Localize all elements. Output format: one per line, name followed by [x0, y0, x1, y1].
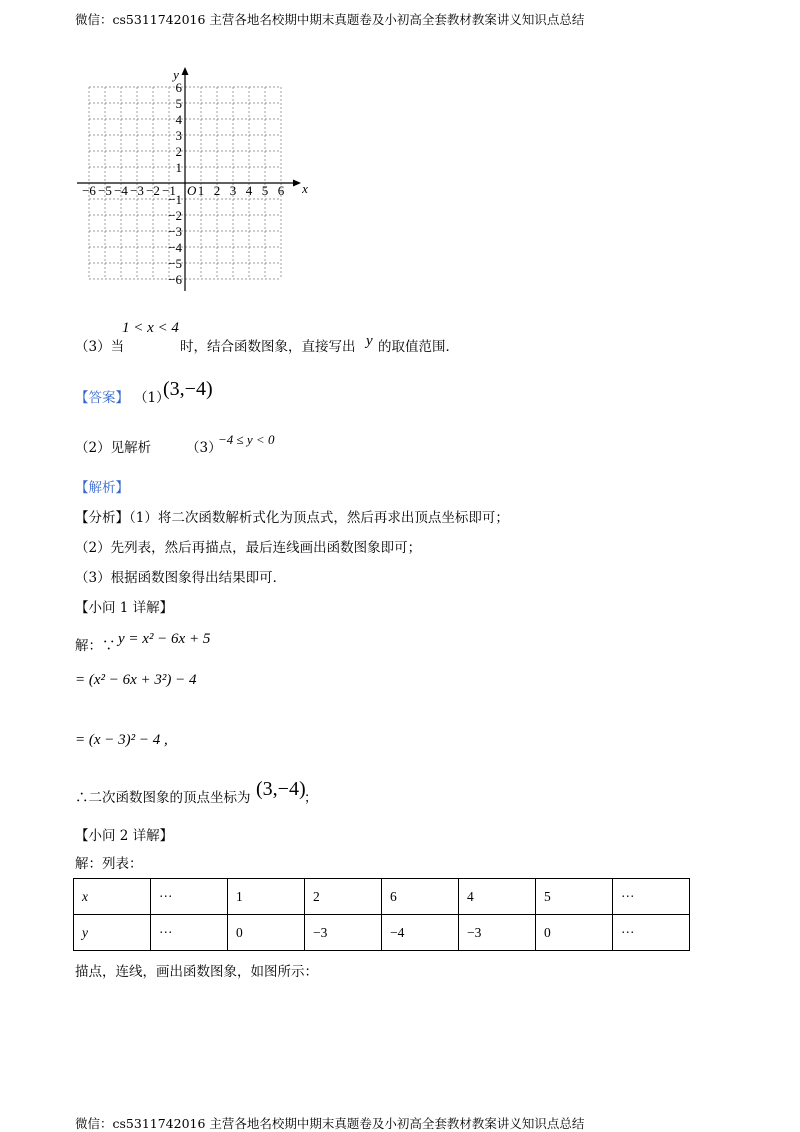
question-3-suffix-b: 的取值范围． [378, 339, 459, 355]
sub1-conclusion-prefix: ∴二次函数图象的顶点坐标为 [75, 790, 251, 806]
x-tick-label: 1 [197, 183, 205, 198]
question-3-prefix: （3）当 [75, 339, 125, 355]
value-table [73, 878, 690, 951]
table-cell: ··· [151, 915, 228, 951]
y-tick-label: 1 [175, 160, 182, 175]
table-cell: y [74, 915, 151, 951]
page-footer: 微信：cs5311742016 主营各地名校期中期末真题卷及小初高全套教材教案讲义知识点总结 [75, 1116, 585, 1131]
table-cell: ··· [613, 915, 690, 951]
table-cell: ··· [151, 879, 228, 915]
analysis-line-2: （2）先列表，然后再描点，最后连线画出函数图象即可； [75, 540, 422, 556]
y-tick-label: −2 [168, 208, 182, 223]
answer-part-1-value: (3,−4) [163, 378, 213, 400]
y-tick-label: −5 [168, 256, 182, 271]
x-tick-label: −4 [114, 183, 128, 198]
answer-part-2: （2）见解析 [75, 440, 152, 456]
y-tick-label: 5 [175, 96, 182, 111]
x-tick-label: 3 [229, 183, 237, 198]
sub2-after-table: 描点，连线，画出函数图象，如图所示： [75, 964, 318, 980]
analysis-line-1: 【分析】（1）将二次函数解析式化为顶点式，然后再求出顶点坐标即可； [75, 510, 509, 526]
sub1-title: 【小问 1 详解】 [75, 600, 174, 616]
sub1-equation-2: = (x² − 6x + 3²) − 4 [75, 672, 197, 688]
answer-part-3-label: （3） [186, 440, 222, 456]
question-3-suffix-a: 时，结合函数图象，直接写出 [180, 339, 356, 355]
x-axis-arrow [293, 180, 301, 187]
x-tick-label: 2 [213, 183, 221, 198]
y-tick-label: 4 [175, 112, 182, 127]
table-cell: 5 [536, 879, 613, 915]
sub1-solution-prefix: 解：∵ [75, 638, 116, 654]
y-tick-label: 6 [175, 80, 182, 95]
table-cell: 2 [305, 879, 382, 915]
x-tick-label: −2 [146, 183, 160, 198]
tick-labels [82, 67, 308, 287]
y-tick-label: −4 [168, 240, 182, 255]
table-cell: 1 [228, 879, 305, 915]
x-tick-label: −3 [130, 183, 144, 198]
table-cell: −3 [305, 915, 382, 951]
origin-label: O [187, 183, 197, 198]
x-tick-label: 6 [277, 183, 285, 198]
sub1-equation-1: y = x² − 6x + 5 [118, 631, 211, 647]
sub2-title: 【小问 2 详解】 [75, 828, 174, 844]
y-tick-label: −1 [168, 192, 182, 207]
sub1-conclusion-value: (3,−4) [256, 778, 306, 800]
analysis-label: 【解析】 [75, 480, 129, 496]
table-cell: 6 [382, 879, 459, 915]
y-tick-label: 2 [175, 144, 182, 159]
y-tick-label: 3 [175, 128, 182, 143]
table-cell: ··· [613, 879, 690, 915]
x-tick-label: −5 [98, 183, 112, 198]
sub2-intro: 解：列表： [75, 856, 143, 872]
answer-part-1-label: （1） [134, 390, 170, 406]
x-tick-label: 5 [261, 183, 269, 198]
sub1-conclusion-suffix: ； [304, 790, 318, 806]
table-cell: 0 [228, 915, 305, 951]
y-axis-arrow [182, 67, 189, 75]
table-cell: x [74, 879, 151, 915]
table-cell: 0 [536, 915, 613, 951]
page-header: 微信：cs5311742016 主营各地名校期中期末真题卷及小初高全套教材教案讲义知识点总结 [75, 12, 585, 27]
analysis-line-3: （3）根据函数图象得出结果即可． [75, 570, 287, 586]
answer-part-3-value: −4 ≤ y < 0 [218, 432, 275, 447]
axes [77, 67, 301, 291]
table-cell: 4 [459, 879, 536, 915]
table-row-y [74, 915, 690, 951]
x-tick-label: 4 [245, 183, 253, 198]
x-axis-label: x [302, 181, 308, 196]
y-tick-label: −6 [168, 272, 182, 287]
table-cell: −3 [459, 915, 536, 951]
y-tick-label: −3 [168, 224, 182, 239]
coordinate-grid [68, 60, 308, 300]
x-tick-label: −1 [162, 183, 176, 198]
answer-label: 【答案】 [75, 390, 129, 406]
sub1-equation-3: = (x − 3)² − 4 , [75, 732, 168, 748]
table-cell: −4 [382, 915, 459, 951]
question-3-var: y [366, 333, 373, 349]
y-axis-label: y [173, 67, 179, 82]
x-tick-label: −6 [82, 183, 96, 198]
question-3-condition: 1 < x < 4 [122, 320, 179, 336]
table-row-x [74, 879, 690, 915]
